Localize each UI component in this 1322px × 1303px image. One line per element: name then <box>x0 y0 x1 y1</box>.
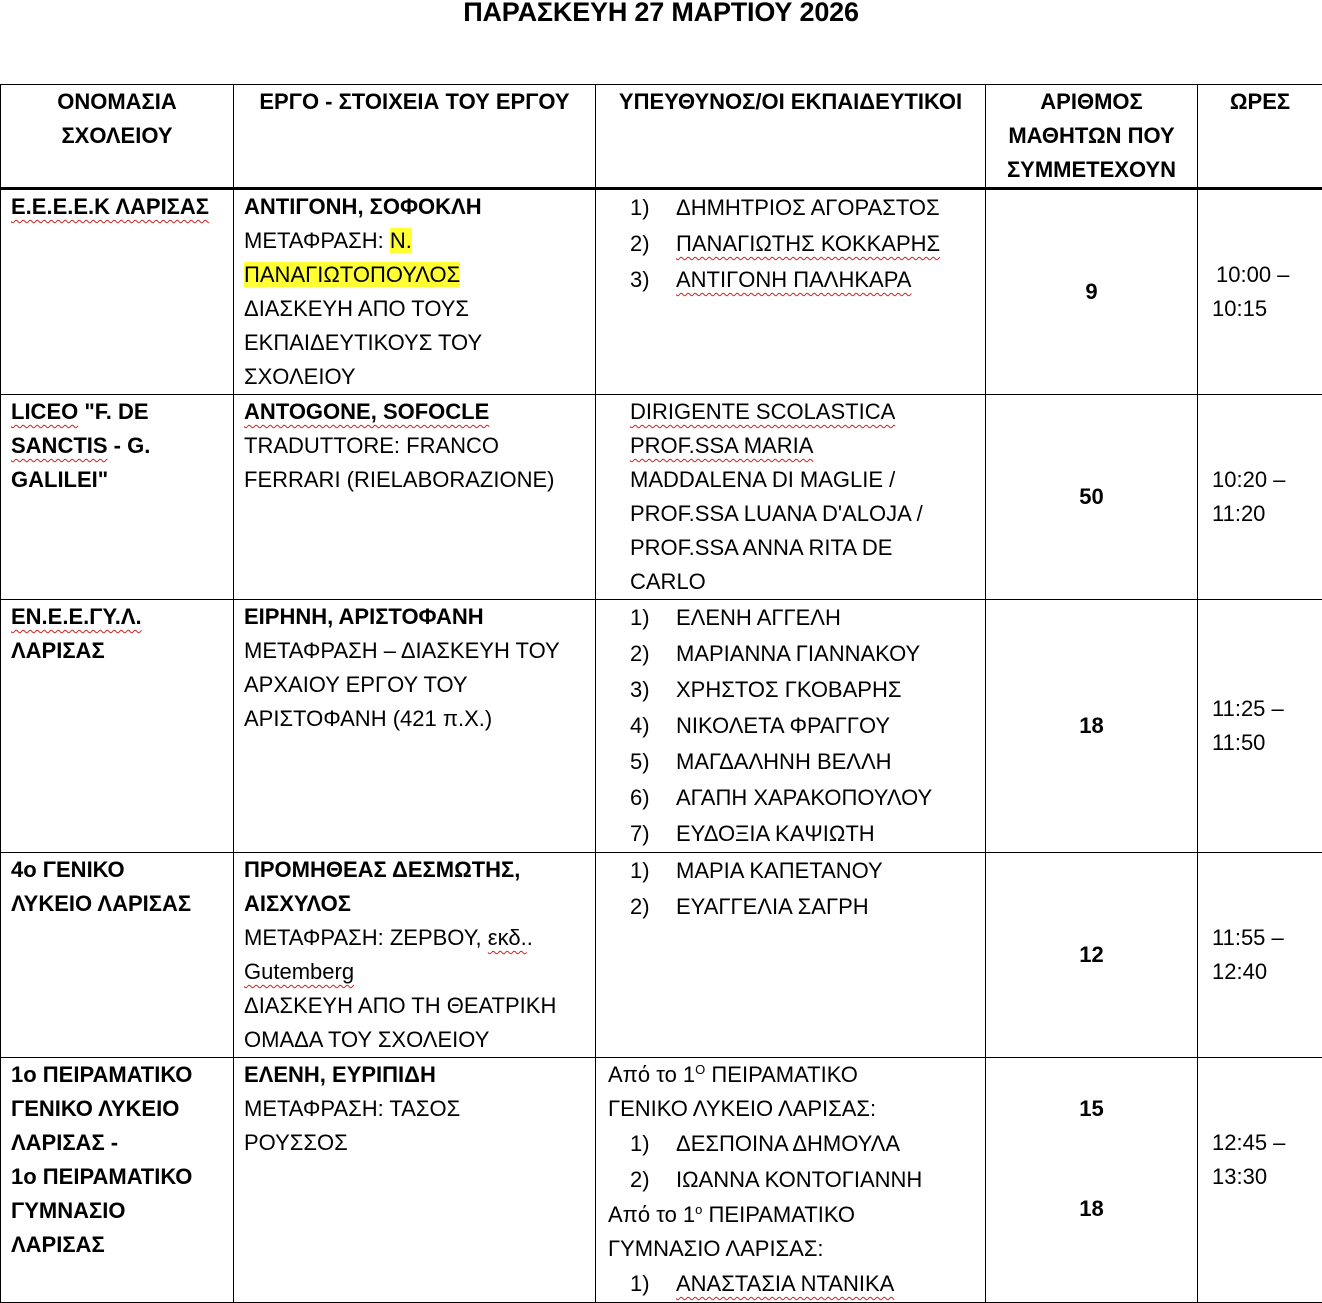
list-item: 1) ΑΝΑΣΤΑΣΙΑ ΝΤΑΝΙΚΑ <box>630 1266 985 1302</box>
students-cell: 50 <box>986 395 1198 600</box>
students-cell: 15 18 <box>986 1058 1198 1303</box>
page-title: ΠΑΡΑΣΚΕΥΗ 27 ΜΑΡΤΙΟΥ 2026 <box>0 0 1322 32</box>
list-item: 1) ΔΗΜΗΤΡΙΟΣ ΑΓΟΡΑΣΤΟΣ <box>630 190 985 226</box>
table-row <box>1 600 1322 853</box>
teachers-cell: Από το $1^O$ ΠΕΙΡΑΜΑΤΙΚΟ ΓΕΝΙΚΟ ΛΥΚΕΙΟ ΛΑΡΙΣΑΣ: 1) ΔΕΣΠΟΙΝΑ ΔΗΜΟΥΛΑ 2) ΙΩΑΝΝΑ ΚΟΝΤΟΓΙΑΝΝΗ Από το $1^o$ ΠΕΙΡΑΜΑΤΙΚΟ ΓΥΜΝΑΣΙΟ ΛΑΡΙΣΑΣ: 1) ΑΝΑΣΤΑΣΙΑ ΝΤΑΝΙΚΑ <box>596 1058 986 1303</box>
school-cell: Ε.Ε.Ε.Ε.Κ ΛΑΡΙΣΑΣ <box>1 189 234 395</box>
list-item: 1) ΜΑΡΙΑ ΚΑΠΕΤΑΝΟΥ <box>630 853 985 889</box>
table-header-row <box>1 85 1322 189</box>
table-row <box>1 189 1322 395</box>
list-item: 3) ΧΡΗΣΤΟΣ ΓΚΟΒΑΡΗΣ <box>630 672 985 708</box>
list-item: 3) ΑΝΤΙΓΟΝΗ ΠΑΛΗΚΑΡΑ <box>630 262 985 298</box>
header-students: ΑΡΙΘΜΟΣ ΜΑΘΗΤΩΝ ΠΟΥ ΣΥΜΜΕΤΕΧΟΥΝ <box>986 85 1198 189</box>
work-cell: ΕΛΕΝΗ, ΕΥΡΙΠΙΔΗ ΜΕΤΑΦΡΑΣΗ: ΤΑΣΟΣ ΡΟΥΣΣΟΣ <box>234 1058 596 1303</box>
list-item: 7) ΕΥΔΟΞΙΑ ΚΑΨΙΩΤΗ <box>630 816 985 852</box>
work-cell: ΠΡΟΜΗΘΕΑΣ ΔΕΣΜΩΤΗΣ, ΑΙΣΧΥΛΟΣ ΜΕΤΑΦΡΑΣΗ: ΖΕΡΒΟΥ, εκδ.. Gutemberg ΔΙΑΣΚΕΥΗ ΑΠΟ ΤΗ ΘΕΑΤΡΙΚΗ ΟΜΑΔΑ ΤΟΥ ΣΧΟΛΕΙΟΥ <box>234 853 596 1058</box>
list-item: 6) ΑΓΑΠΗ ΧΑΡΑΚΟΠΟΥΛΟΥ <box>630 780 985 816</box>
hours-cell: 10:20 – 11:20 <box>1198 395 1322 600</box>
work-cell: ΑΝΤΙΓΟΝΗ, ΣΟΦΟΚΛΗ ΜΕΤΑΦΡΑΣΗ: Ν. ΠΑΝΑΓΙΩΤΟΠΟΥΛΟΣ ΔΙΑΣΚΕΥΗ ΑΠΟ ΤΟΥΣ ΕΚΠΑΙΔΕΥΤΙΚΟΥΣ ΤΟΥ ΣΧΟΛΕΙΟΥ <box>234 189 596 395</box>
teachers-cell <box>596 600 986 853</box>
school-cell: 1ο ΠΕΙΡΑΜΑΤΙΚΟ ΓΕΝΙΚΟ ΛΥΚΕΙΟ ΛΑΡΙΣΑΣ - 1ο ΠΕΙΡΑΜΑΤΙΚΟ ΓΥΜΝΑΣΙΟ ΛΑΡΙΣΑΣ <box>1 1058 234 1303</box>
hours-cell: 11:25 – 11:50 <box>1198 600 1322 853</box>
header-teachers: ΥΠΕΥΘΥΝΟΣ/ΟΙ ΕΚΠΑΙΔΕΥΤΙΚΟΙ <box>596 85 986 189</box>
list-item: 2) ΜΑΡΙΑΝΝΑ ΓΙΑΝΝΑΚΟΥ <box>630 636 985 672</box>
header-work: ΕΡΓΟ - ΣΤΟΙΧΕΙΑ ΤΟΥ ΕΡΓΟΥ <box>234 85 596 189</box>
list-item: 1) ΔΕΣΠΟΙΝΑ ΔΗΜΟΥΛΑ <box>630 1126 985 1162</box>
list-item: 5) ΜΑΓΔΑΛΗΝΗ ΒΕΛΛΗ <box>630 744 985 780</box>
list-item: 2) ΕΥΑΓΓΕΛΙΑ ΣΑΓΡΗ <box>630 889 985 925</box>
school-cell: 4ο ΓΕΝΙΚΟ ΛΥΚΕΙΟ ΛΑΡΙΣΑΣ <box>1 853 234 1058</box>
hours-cell: 11:55 – 12:40 <box>1198 853 1322 1058</box>
list-item: 4) ΝΙΚΟΛΕΤΑ ΦΡΑΓΓΟΥ <box>630 708 985 744</box>
work-cell: ΕΙΡΗΝΗ, ΑΡΙΣΤΟΦΑΝΗ ΜΕΤΑΦΡΑΣΗ – ΔΙΑΣΚΕΥΗ ΤΟΥ ΑΡΧΑΙΟΥ ΕΡΓΟΥ ΤΟΥ ΑΡΙΣΤΟΦΑΝΗ (421 π.Χ.) <box>234 600 596 853</box>
list-item: 2) ΙΩΑΝΝΑ ΚΟΝΤΟΓΙΑΝΝΗ <box>630 1162 985 1198</box>
teachers-cell <box>596 853 986 1058</box>
hours-cell: 12:45 – 13:30 <box>1198 1058 1322 1303</box>
school-cell: LICEO "F. DE SANCTIS - G. GALILEI" <box>1 395 234 600</box>
work-cell: ANTOGONE, SOFOCLE TRADUTTORE: FRANCO FERRARI (RIELABORAZIONE) <box>234 395 596 600</box>
table-row <box>1 395 1322 600</box>
list-item: 1) ΕΛΕΝΗ ΑΓΓΕΛΗ <box>630 600 985 636</box>
school-cell: ΕΝ.Ε.Ε.ΓΥ.Λ. ΛΑΡΙΣΑΣ <box>1 600 234 853</box>
list-item: 2) ΠΑΝΑΓΙΩΤΗΣ ΚΟΚΚΑΡΗΣ <box>630 226 985 262</box>
students-cell: 9 <box>986 189 1198 395</box>
students-cell: 12 <box>986 853 1198 1058</box>
table-row <box>1 853 1322 1058</box>
header-school: ΟΝΟΜΑΣΙΑ ΣΧΟΛΕΙΟΥ <box>1 85 234 189</box>
schedule-table <box>0 84 1322 1303</box>
hours-cell: 10:00 – 10:15 <box>1198 189 1322 395</box>
header-hours: ΩΡΕΣ <box>1198 85 1322 189</box>
students-cell: 18 <box>986 600 1198 853</box>
teachers-cell <box>596 189 986 395</box>
teachers-cell: DIRIGENTE SCOLASTICA PROF.SSA MARIA MADDALENA DI MAGLIE / PROF.SSA LUANA D'ALOJA / PROF.SSA ANNA RITA DE CARLO <box>596 395 986 600</box>
table-row <box>1 1058 1322 1303</box>
